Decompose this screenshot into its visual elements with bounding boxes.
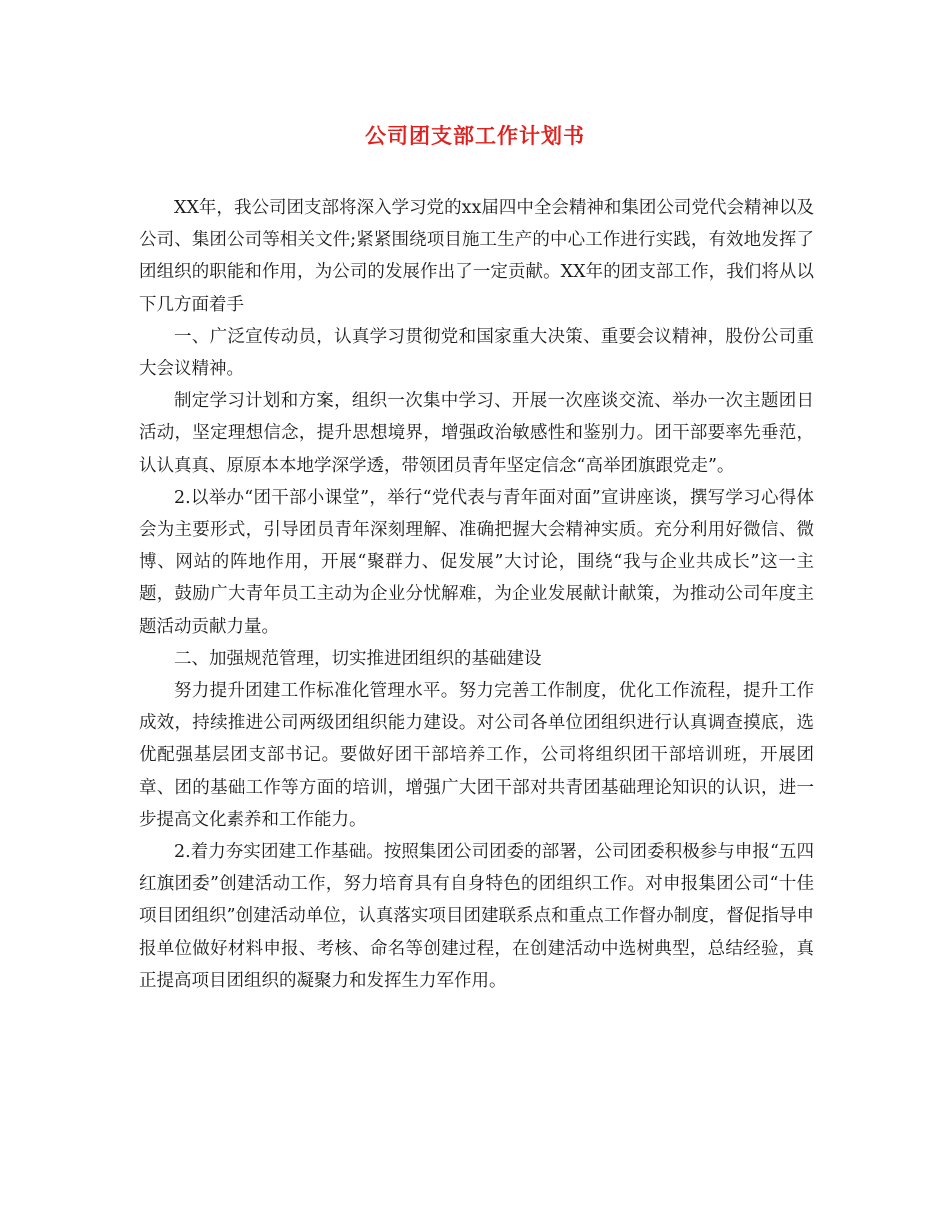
paragraph-section-1-heading: 一、广泛宣传动员，认真学习贯彻党和国家重大决策、重要会议精神，股份公司重大会议精神。 xyxy=(139,326,814,380)
paragraph-item-2-foundation: 2.着力夯实团建工作基础。按照集团公司团委的部署，公司团委积极参与申报“五四红旗团委”创建活动工作，努力培育具有自身特色的团组织工作。对申报集团公司“十佳项目团组织”创建活动单位，认真落实项目团建联系点和重点工作督办制度，督促指导申报单位做好材料申报、考核、命名等创建过程，在创建活动中选树典型，总结经验，真正提高项目团组织的凝聚力和发挥生力军作用。 xyxy=(139,842,814,991)
document-title: 公司团支部工作计划书 xyxy=(365,123,585,148)
paragraph-study-plan: 制定学习计划和方案，组织一次集中学习、开展一次座谈交流、举办一次主题团日活动，坚定理想信念，提升思想境界，增强政治敏感性和鉴别力。团干部要率先垂范，认认真真、原原本本地学深学透，带领团员青年坚定信念“高举团旗跟党走”。 xyxy=(139,391,814,476)
paragraph-intro: XX年，我公司团支部将深入学习党的xx届四中全会精神和集团公司党代会精神以及公司、集团公司等相关文件;紧紧围绕项目施工生产的中心工作进行实践，有效地发挥了团组织的职能和作用，为公司的发展作出了一定贡献。XX年的团支部工作，我们将从以下几方面着手 xyxy=(139,198,814,315)
paragraph-standardization: 努力提升团建工作标准化管理水平。努力完善工作制度，优化工作流程，提升工作成效，持续推进公司两级团组织能力建设。对公司各单位团组织进行认真调查摸底，选优配强基层团支部书记。要做好团干部培养工作，公司将组织团干部培训班，开展团章、团的基础工作等方面的培训，增强广大团干部对共青团基础理论知识的认识，进一步提高文化素养和工作能力。 xyxy=(139,681,814,830)
paragraph-section-2-heading: 二、加强规范管理，切实推进团组织的基础建设 xyxy=(174,648,542,669)
document-body xyxy=(139,192,814,997)
paragraph-item-2-lecture: 2.以举办“团干部小课堂”，举行“党代表与青年面对面”宣讲座谈，撰写学习心得体会为主要形式，引导团员青年深刻理解、准确把握大会精神实质。充分利用好微信、微博、网站的阵地作用，开展“聚群力、促发展”大讨论，围绕“我与企业共成长”这一主题，鼓励广大青年员工主动为企业分忧解难，为企业发展献计献策，为推动公司年度主题活动贡献力量。 xyxy=(139,487,814,637)
